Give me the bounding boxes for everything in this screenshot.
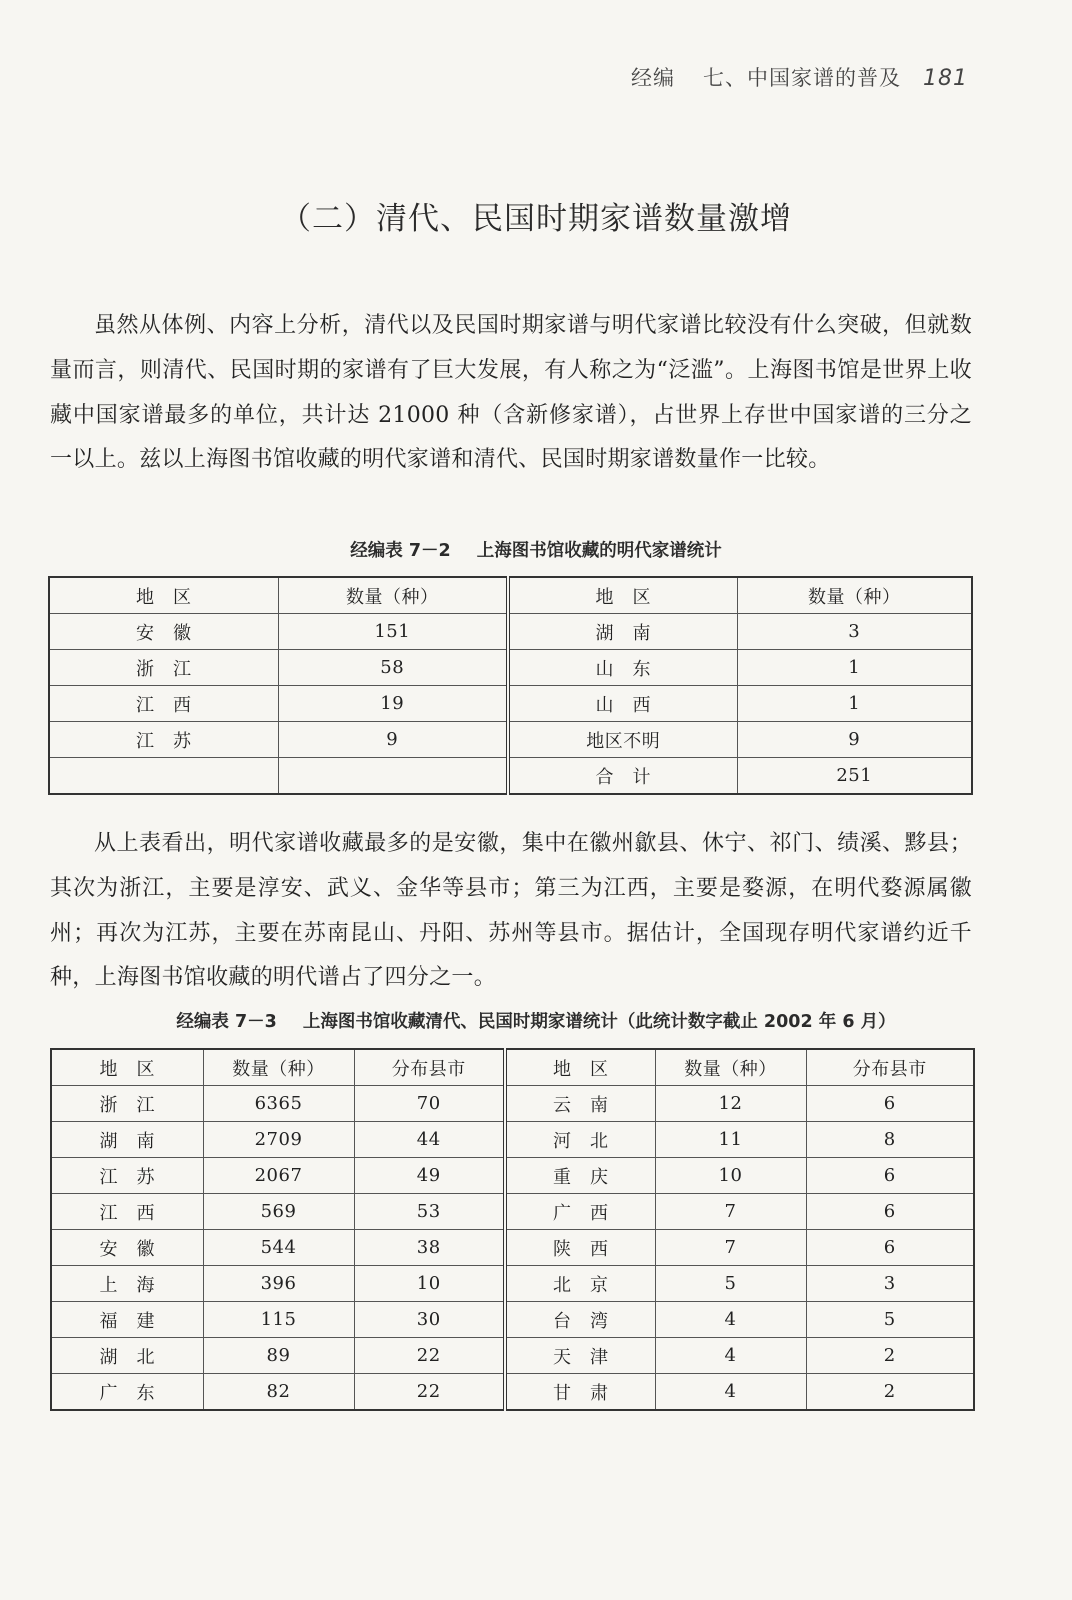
header-cell: 数量（种） [278, 577, 508, 614]
table-cell: 安 徽 [51, 1230, 203, 1266]
running-head-book: 经编 [631, 66, 675, 90]
table-cell: 重 庆 [505, 1158, 655, 1194]
table-cell: 49 [354, 1158, 505, 1194]
table-cell: 河 北 [505, 1122, 655, 1158]
table-cell: 合 计 [508, 758, 737, 795]
table-row [49, 686, 972, 722]
header-cell: 地 区 [51, 1049, 203, 1086]
table-cell: 82 [203, 1374, 354, 1411]
ming-genealogy-table [48, 576, 973, 795]
table-title: 上海图书馆收藏清代、民国时期家谱统计（此统计数字截止 2002 年 6 月） [302, 1012, 896, 1032]
table-cell: 70 [354, 1086, 505, 1122]
table-cell: 7 [655, 1194, 806, 1230]
table-row [51, 1374, 974, 1411]
table-cell: 6365 [203, 1086, 354, 1122]
table-cell: 4 [655, 1374, 806, 1411]
table-cell: 陕 西 [505, 1230, 655, 1266]
table-cell: 19 [278, 686, 508, 722]
table-cell: 6 [806, 1230, 974, 1266]
table-cell: 251 [737, 758, 972, 795]
table-row [51, 1266, 974, 1302]
table-cell: 2 [806, 1338, 974, 1374]
table-cell: 2 [806, 1374, 974, 1411]
table-cell: 浙 江 [49, 650, 278, 686]
table-cell: 2067 [203, 1158, 354, 1194]
header-cell: 分布县市 [354, 1049, 505, 1086]
table-row [51, 1086, 974, 1122]
table-cell: 10 [354, 1266, 505, 1302]
header-cell: 数量（种） [203, 1049, 354, 1086]
table-cell: 38 [354, 1230, 505, 1266]
table-cell: 湖 北 [51, 1338, 203, 1374]
table-title: 上海图书馆收藏的明代家谱统计 [476, 541, 722, 561]
table-cell: 4 [655, 1338, 806, 1374]
table-cell: 山 西 [508, 686, 737, 722]
header-cell: 地 区 [508, 577, 737, 614]
table-cell: 广 东 [51, 1374, 203, 1411]
header-cell: 数量（种） [737, 577, 972, 614]
table-cell: 云 南 [505, 1086, 655, 1122]
table-cell: 10 [655, 1158, 806, 1194]
running-head [631, 62, 968, 92]
table-cell: 569 [203, 1194, 354, 1230]
table-cell: 6 [806, 1194, 974, 1230]
table-cell: 9 [737, 722, 972, 758]
table-cell [278, 758, 508, 795]
table-cell: 湖 南 [508, 614, 737, 650]
table-cell: 89 [203, 1338, 354, 1374]
table-cell: 30 [354, 1302, 505, 1338]
table-cell: 22 [354, 1338, 505, 1374]
section-title: （二）清代、民国时期家谱数量激增 [280, 201, 792, 237]
header-cell: 地 区 [505, 1049, 655, 1086]
table-cell: 4 [655, 1302, 806, 1338]
table-cell: 3 [737, 614, 972, 650]
table-header-row [49, 577, 972, 614]
table-row [49, 650, 972, 686]
table-cell: 151 [278, 614, 508, 650]
page-number: 181 [923, 66, 968, 91]
table-cell [49, 758, 278, 795]
table-cell: 12 [655, 1086, 806, 1122]
qing-republic-genealogy-table [50, 1048, 975, 1411]
running-head-chapter: 七、中国家谱的普及 [703, 66, 901, 90]
table-cell: 台 湾 [505, 1302, 655, 1338]
header-cell: 分布县市 [806, 1049, 974, 1086]
table-cell: 江 西 [51, 1194, 203, 1230]
table-cell: 地区不明 [508, 722, 737, 758]
table-cell: 江 西 [49, 686, 278, 722]
body-paragraph: 从上表看出，明代家谱收藏最多的是安徽，集中在徽州歙县、休宁、祁门、绩溪、黟县；其次为浙江，主要是淳安、武义、金华等县市；第三为江西，主要是婺源，在明代婺源属徽州；再次为江苏，主要在苏南昆山、丹阳、苏州等县市。据估计，全国现存明代家谱约近千种，上海图书馆收藏的明代谱占了四分之一。 [50, 831, 972, 991]
table-cell: 北 京 [505, 1266, 655, 1302]
table-cell: 58 [278, 650, 508, 686]
table-number: 经编表 7－3 [176, 1012, 277, 1032]
table-caption [0, 537, 1072, 562]
table-row [51, 1194, 974, 1230]
table-caption [0, 1008, 1072, 1033]
table-cell: 甘 肃 [505, 1374, 655, 1411]
table-cell: 福 建 [51, 1302, 203, 1338]
table-row [49, 758, 972, 795]
table-cell: 2709 [203, 1122, 354, 1158]
table-cell: 7 [655, 1230, 806, 1266]
table-cell: 1 [737, 686, 972, 722]
table-cell: 5 [655, 1266, 806, 1302]
table-cell: 6 [806, 1086, 974, 1122]
table-cell: 江 苏 [49, 722, 278, 758]
table-cell: 广 西 [505, 1194, 655, 1230]
table-cell: 11 [655, 1122, 806, 1158]
header-cell: 数量（种） [655, 1049, 806, 1086]
table-cell: 山 东 [508, 650, 737, 686]
table-cell: 22 [354, 1374, 505, 1411]
table-cell: 44 [354, 1122, 505, 1158]
table-cell: 1 [737, 650, 972, 686]
table-cell: 544 [203, 1230, 354, 1266]
table-row [51, 1302, 974, 1338]
table-cell: 115 [203, 1302, 354, 1338]
table-cell: 江 苏 [51, 1158, 203, 1194]
table-number: 经编表 7－2 [350, 541, 451, 561]
table-row [49, 722, 972, 758]
table-cell: 天 津 [505, 1338, 655, 1374]
table-cell: 6 [806, 1158, 974, 1194]
table-cell: 安 徽 [49, 614, 278, 650]
table-row [51, 1158, 974, 1194]
table-header-row [51, 1049, 974, 1086]
table-cell: 9 [278, 722, 508, 758]
table-cell: 5 [806, 1302, 974, 1338]
table-row [51, 1230, 974, 1266]
header-cell: 地 区 [49, 577, 278, 614]
table-cell: 53 [354, 1194, 505, 1230]
table-row [51, 1338, 974, 1374]
table-cell: 湖 南 [51, 1122, 203, 1158]
table-cell: 3 [806, 1266, 974, 1302]
table-cell: 浙 江 [51, 1086, 203, 1122]
body-paragraph: 虽然从体例、内容上分析，清代以及民国时期家谱与明代家谱比较没有什么突破，但就数量而言，则清代、民国时期的家谱有了巨大发展，有人称之为“泛滥”。上海图书馆是世界上收藏中国家谱最多的单位，共计达 21000 种（含新修家谱），占世界上存世中国家谱的三分之一以上。兹以上海图书馆收藏的明代家谱和清代、民国时期家谱数量作一比较。 [50, 313, 972, 473]
table-cell: 396 [203, 1266, 354, 1302]
table-row [49, 614, 972, 650]
table-cell: 8 [806, 1122, 974, 1158]
table-row [51, 1122, 974, 1158]
table-cell: 上 海 [51, 1266, 203, 1302]
